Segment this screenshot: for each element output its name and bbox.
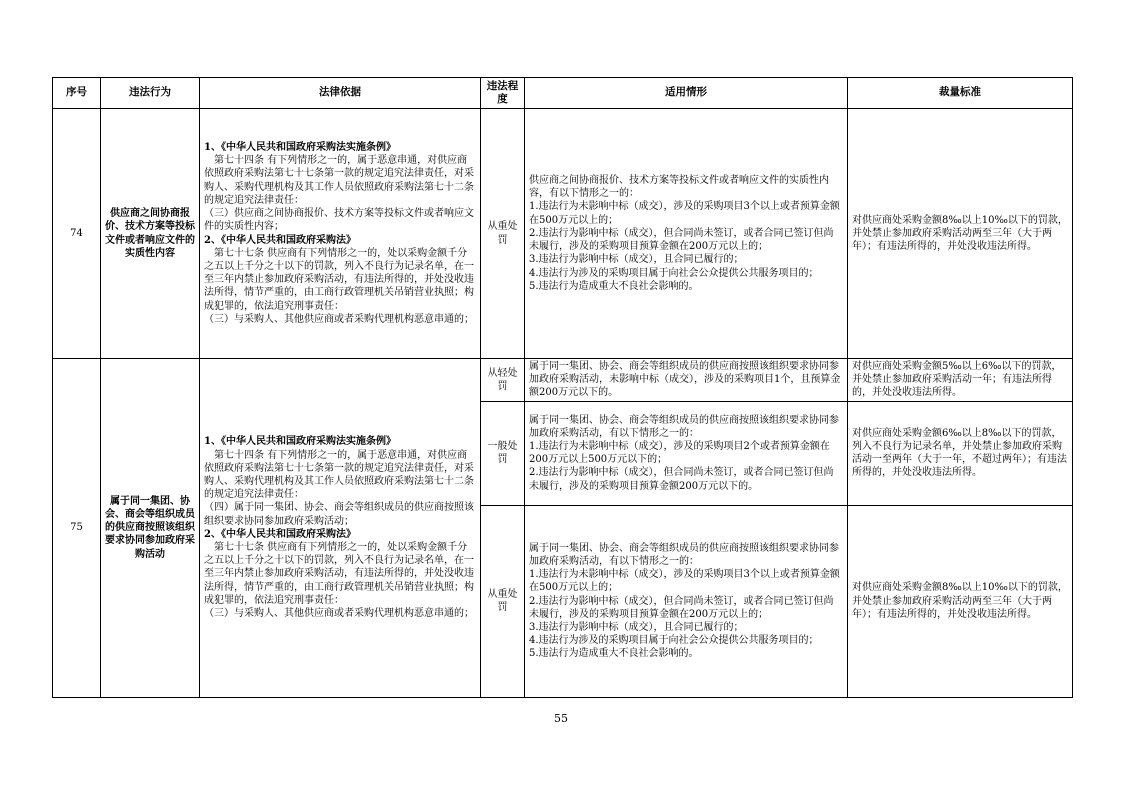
applicable-situation bbox=[525, 505, 848, 697]
situation-line: 5.违法行为造成重大不良社会影响的。 bbox=[529, 648, 699, 660]
table-header-row bbox=[53, 78, 1073, 109]
header-situation: 适用情形 bbox=[525, 78, 848, 109]
row-number: 74 bbox=[53, 109, 101, 359]
table-row bbox=[53, 359, 1073, 402]
legal-clause: （三）供应商之间协商报价、技术方案等投标文件或者响应文件的实质性内容； bbox=[204, 208, 474, 233]
legal-title: 1、《中华人民共和国政府采购法实施条例》 bbox=[204, 142, 396, 154]
header-legal-basis: 法律依据 bbox=[200, 78, 481, 109]
header-standard: 裁量标准 bbox=[848, 78, 1073, 109]
applicable-situation bbox=[525, 359, 848, 402]
situation-line: 2.违法行为影响中标（成交），但合同尚未签订，或者合同已签订但尚未履行，涉及的采购项目预算金额200万元以下的。 bbox=[529, 467, 834, 492]
page-number: 55 bbox=[554, 712, 568, 725]
violation-behavior: 属于同一集团、协会、商会等组织成员的供应商按照该组织要求协同参加政府采购活动 bbox=[101, 359, 200, 698]
situation-line: 5.违法行为造成重大不良社会影响的。 bbox=[529, 280, 699, 292]
situation-line: 1.违法行为未影响中标（成交），涉及的采购项目2个或者预算金额在200万元以上500万元以下的； bbox=[529, 440, 830, 466]
applicable-situation bbox=[525, 401, 848, 505]
legal-title: 2、《中华人民共和国政府采购法》 bbox=[204, 234, 356, 246]
violation-degree: 从重处罚 bbox=[481, 505, 525, 697]
situation-line: 3.违法行为影响中标（成交），且合同已履行的； bbox=[529, 621, 744, 633]
legal-basis bbox=[200, 109, 481, 359]
legal-clause: （三）与采购人、其他供应商或者采购代理机构恶意串通的； bbox=[204, 608, 474, 620]
legal-clause: 第七十七条 供应商有下列情形之一的，处以采购金额千分之五以上千分之十以下的罚款，列入不良行为记录名单，在一至三年内禁止参加政府采购活动，有违法所得的，并处没收违法所得，情节严重的，由工商行政管理机关吊销营业执照；构成犯罪的，依法追究刑事责任： bbox=[204, 247, 474, 312]
situation-line: 4.违法行为涉及的采购项目属于向社会公众提供公共服务项目的； bbox=[529, 635, 819, 647]
situation-line: 1.违法行为未影响中标（成交），涉及的采购项目3个以上或者预算金额在500万元以上的； bbox=[529, 201, 840, 226]
situation-line: 供应商之间协商报价、技术方案等投标文件或者响应文件的实质性内容，有以下情形之一的： bbox=[529, 175, 829, 200]
legal-title: 2、《中华人民共和国政府采购法》 bbox=[204, 528, 356, 540]
penalty-standard: 对供应商处采购金额8‰以上10‰以下的罚款，并处禁止参加政府采购活动两至三年（大于两年）；有违法所得的，并处没收违法所得。 bbox=[848, 109, 1073, 359]
situation-line: 1.违法行为未影响中标（成交），涉及的采购项目3个以上或者预算金额在500万元以上的； bbox=[529, 569, 840, 594]
situation-line: 4.违法行为涉及的采购项目属于向社会公众提供公共服务项目的； bbox=[529, 267, 819, 279]
violation-degree: 一般处罚 bbox=[481, 401, 525, 505]
row-number: 75 bbox=[53, 359, 101, 698]
violation-degree: 从重处罚 bbox=[481, 109, 525, 359]
legal-clause: （三）与采购人、其他供应商或者采购代理机构恶意串通的； bbox=[204, 313, 474, 325]
legal-title: 1、《中华人民共和国政府采购法实施条例》 bbox=[204, 436, 396, 448]
violation-degree: 从轻处罚 bbox=[481, 359, 525, 402]
header-number: 序号 bbox=[53, 78, 101, 109]
violation-behavior: 供应商之间协商报价、技术方案等投标文件或者响应文件的实质性内容 bbox=[101, 109, 200, 359]
legal-basis bbox=[200, 359, 481, 698]
situation-line: 2.违法行为影响中标（成交），但合同尚未签订，或者合同已签订但尚未履行，涉及的采购项目预算金额在200万元以上的； bbox=[529, 227, 834, 253]
header-behavior: 违法行为 bbox=[101, 78, 200, 109]
situation-line: 属于同一集团、协会、商会等组织成员的供应商按照该组织要求协同参加政府采购活动，有以下情形之一的： bbox=[529, 542, 839, 567]
penalty-standard: 对供应商处采购金额5‰以上6‰以下的罚款，并处禁止参加政府采购活动一年；有违法所得的，并处没收违法所得。 bbox=[848, 359, 1073, 402]
penalty-standard: 对供应商处采购金额6‰以上8‰以下的罚款，列入不良行为记录名单，并处禁止参加政府采购活动一至两年（大于一年，不超过两年）；有违法所得的，并处没收违法所得。 bbox=[848, 401, 1073, 505]
applicable-situation bbox=[525, 109, 848, 359]
legal-clause: （四）属于同一集团、协会、商会等组织成员的供应商按照该组织要求协同参加政府采购活动； bbox=[204, 502, 474, 527]
situation-line: 2.违法行为影响中标（成交），但合同尚未签订，或者合同已签订但尚未履行，涉及的采购项目预算金额在200万元以上的； bbox=[529, 595, 834, 620]
situation-line: 属于同一集团、协会、商会等组织成员的供应商按照该组织要求协同参加政府采购活动，有以下情形之一的： bbox=[529, 414, 839, 439]
situation-line: 3.违法行为影响中标（成交），且合同已履行的； bbox=[529, 254, 744, 266]
situation-line: 属于同一集团、协会、商会等组织成员的供应商按照该组织要求协同参加政府采购活动，未影响中标（成交），涉及的采购项目1个，且预算金额200万元以下的。 bbox=[529, 361, 841, 399]
legal-clause: 第七十四条 有下列情形之一的，属于恶意串通，对供应商依照政府采购法第七十七条第一款的规定追究法律责任，对采购人、采购代理机构及其工作人员依照政府采购法第七十二条的规定追究法律责任： bbox=[204, 155, 474, 206]
penalty-standard: 对供应商处采购金额8‰以上10‰以下的罚款，并处禁止参加政府采购活动两至三年（大于两年）；有违法所得的，并处没收违法所得。 bbox=[848, 505, 1073, 697]
penalty-standard-table bbox=[52, 77, 1073, 698]
header-degree: 违法程度 bbox=[481, 78, 525, 109]
table-row bbox=[53, 109, 1073, 359]
legal-clause: 第七十四条 有下列情形之一的，属于恶意串通，对供应商依照政府采购法第七十七条第一款的规定追究法律责任，对采购人、采购代理机构及其工作人员依照政府采购法第七十二条的规定追究法律责任： bbox=[204, 449, 474, 501]
legal-clause: 第七十七条 供应商有下列情形之一的，处以采购金额千分之五以上千分之十以下的罚款，列入不良行为记录名单，在一至三年内禁止参加政府采购活动，有违法所得的，并处没收违法所得，情节严重的，由工商行政管理机关吊销营业执照；构成犯罪的，依法追究刑事责任： bbox=[204, 542, 474, 606]
